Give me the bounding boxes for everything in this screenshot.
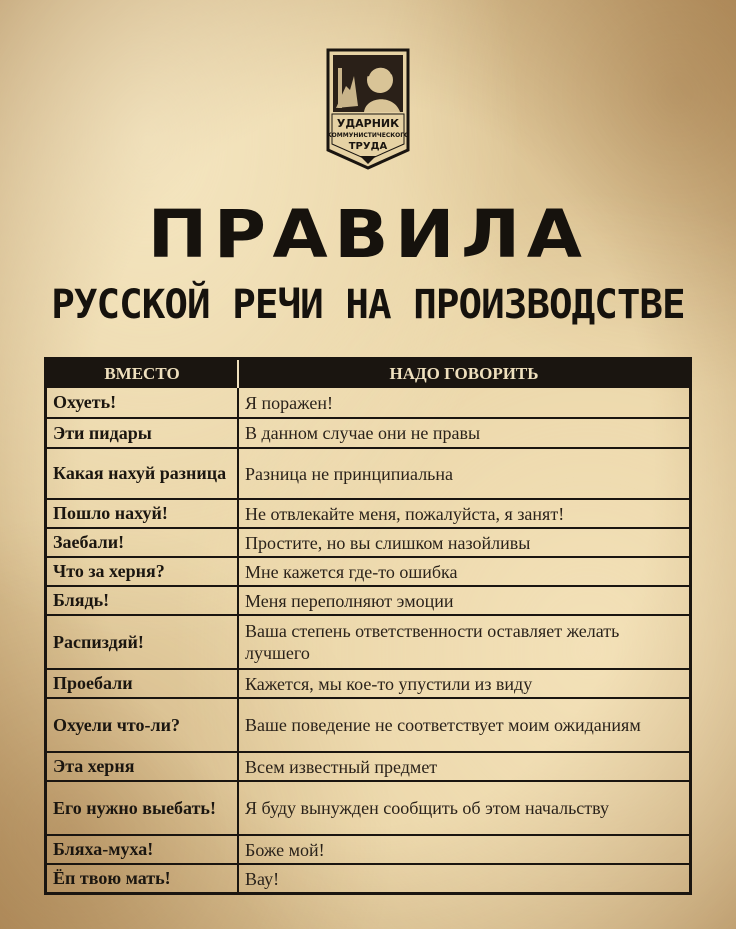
instead-cell: Что за херня? — [47, 558, 239, 585]
instead-cell: Эта херня — [47, 753, 239, 780]
table-row — [47, 834, 689, 863]
say-cell: Ваша степень ответственности оставляет желать лучшего — [245, 621, 620, 663]
table-row — [47, 556, 689, 585]
instead-cell: Распиздяй! — [47, 616, 239, 668]
say-cell: Я поражен! — [245, 392, 333, 413]
table-row — [47, 388, 689, 417]
instead-cell: Заебали! — [47, 529, 239, 556]
instead-cell: Охуели что-ли? — [47, 699, 239, 751]
instead-cell: Пошло нахуй! — [47, 500, 239, 527]
instead-cell: Эти пидары — [47, 419, 239, 447]
table-row — [47, 585, 689, 614]
instead-cell: Ёп твою мать! — [47, 865, 239, 892]
table-row — [47, 417, 689, 447]
instead-cell: Какая нахуй разница — [47, 449, 239, 498]
say-cell: Ваше поведение не соответствует моим ожиданиям — [245, 715, 641, 735]
header-say: НАДО ГОВОРИТЬ — [389, 364, 539, 383]
say-cell: Кажется, мы кое-то упустили из виду — [245, 673, 533, 694]
table-row — [47, 447, 689, 498]
table-row — [47, 668, 689, 697]
badge-line1: УДАРНИК — [336, 117, 400, 130]
instead-cell: Охуеть! — [47, 388, 239, 417]
badge-line3: ТРУДА — [348, 141, 388, 152]
say-cell: Вау! — [245, 868, 280, 889]
table-row — [47, 697, 689, 751]
instead-cell: Блядь! — [47, 587, 239, 614]
instead-cell: Бляха-муха! — [47, 836, 239, 863]
page-subtitle: РУССКОЙ РЕЧИ НА ПРОИЗВОДСТВЕ — [51, 282, 685, 328]
header-instead: ВМЕСТО — [47, 360, 239, 388]
say-cell: Разница не принципиальна — [245, 463, 454, 484]
badge-line2: КОММУНИСТИЧЕСКОГО — [326, 132, 410, 139]
page-title: ПРАВИЛА — [147, 196, 589, 273]
say-cell: В данном случае они не правы — [245, 423, 481, 443]
say-cell: Я буду вынужден сообщить об этом начальству — [245, 798, 610, 818]
say-cell: Всем известный предмет — [245, 756, 438, 777]
say-cell: Простите, но вы слишком назойливы — [245, 532, 531, 553]
say-cell: Мне кажется где-то ошибка — [245, 561, 458, 582]
say-cell: Боже мой! — [245, 839, 325, 860]
table-row — [47, 498, 689, 527]
table-row — [47, 863, 689, 892]
table-row — [47, 780, 689, 834]
table-row — [47, 614, 689, 668]
udarnik-badge-emblem — [324, 46, 412, 172]
instead-cell: Его нужно выебать! — [47, 782, 239, 834]
table-header — [47, 360, 689, 388]
rules-table — [44, 357, 692, 895]
say-cell: Не отвлекайте меня, пожалуйста, я занят! — [245, 503, 565, 524]
instead-cell: Проебали — [47, 670, 239, 697]
table-row — [47, 751, 689, 780]
say-cell: Меня переполняют эмоции — [245, 590, 454, 611]
table-row — [47, 527, 689, 556]
